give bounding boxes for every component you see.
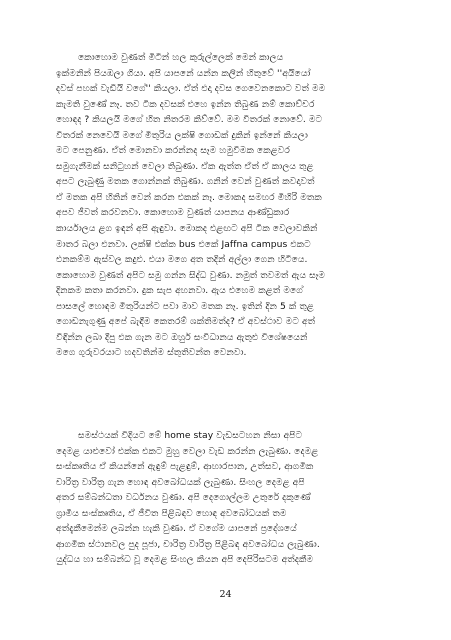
text-line: සමස්ථයක් විදියට මේ home stay වැඩසටහන නිසා අපිට (78, 430, 303, 441)
text-line: එනකම්ම ඇස්වල කදුළු. එයා මගෙ අත තදින් අල්ලා ගෙන හිටියෙ. (56, 254, 308, 266)
text-line: දවස් පහක් වැඩියි වගේ'' කියලා. ඒත් එදා දවස ගෙවෙනකොට වත් මම (56, 83, 326, 95)
text-line: කාර්යාලය ළග ඉඳන් අපි ඇඳුවා. මොකද එළඟට අපි ටික වෙලාවකින් (56, 223, 318, 235)
text-line: මාතර බලා එනවා. ලක්ෂි එක්ක bus එකේ Jaffna campus එකට (56, 238, 311, 250)
text-line: මගෙ ගුරුවරයාට හදවතින්ම ස්තුතිවන්ත වෙනවා. (56, 347, 247, 359)
text-line: මට පෙනුණා. ඒත් මොනවා කරන්නද සෑම හමුවීමක කෙළවර (56, 145, 291, 157)
text-line: අපට ලැබුණු මතක ගොන්නක් තිබුණා. ගනින් වෙන් වුණත් කවදාවත් (56, 176, 315, 188)
text-line: අපව ජීවත් කරවනවා. කොහොම වුණත් යාපනය ආණ්ඩුකාර (56, 207, 290, 219)
text-line: දෙමළ යාළුවෝ එක්ක එකට මුහු වෙලා වැඩ කරන්න ලැබුණා. දෙමළ (56, 445, 319, 457)
text-line: පාසලේ හොඳම මිතුරියන්ට පවා මාව මතක නෑ. ඉතින් දින 5 ක් තුළ (56, 300, 314, 312)
text-line: යුද්ධය හා සම්බන්ධ වූ දෙමළ සිංහල කියන අපි දෙපිරිසටම අත්දකීම (56, 554, 314, 566)
text-line: ග්‍රාමීය සංස්කෘතිය, ඒ ජීවිත පිළිබඳව හොඳ අවබෝධයක් තම (56, 507, 287, 519)
text-line: සංස්කෘතිය ඒ කියන්නේ ඇඳුම් පැළඳුම්, ආහාරපාන, උත්සව, ආගමික (56, 461, 314, 473)
paragraph-1 (56, 50, 395, 361)
text-line: ආගමික ස්ථානවල පුද පූජා, චාරිත්‍ර වාරිත්‍ර පිළිබඳ අවබෝධය ලැබුණා. (56, 538, 320, 550)
text-line: කැමති වුණේ නෑ. තව ටික දවසක් එහෙ ඉන්න තිබුණ නම් කොච්චර (56, 98, 315, 110)
text-line: ගොඩනැගුණු අපේ බැඳීම කෙතරම් ශක්තිමත්ද? ඒ අවස්ථාව මට අත් (56, 316, 316, 328)
text-line: අත්දැකීමෙන්ම ලබන්න හැකි වුණා. ඒ වගේම යාපනේ ප්‍රදේශයේ (56, 523, 297, 535)
text-line: විඳින්න ලබා දීපු එක ගැන මට ඔහුර් සංවිධානය ඇතුළු විශේෂයෙන් (56, 331, 308, 343)
text-line: කොහොම වුණත් මිටින් හල කුරුල්ලෙක් මෙන් කාලය (78, 52, 284, 63)
page-number: 24 (219, 589, 232, 600)
text-line: ඒ මතක අපි හිතින් වෙන් කරන එකක් නෑ. මොකද සමහර මිහිරි මතක (56, 191, 322, 203)
text-line: සමුගැනීමක් සනිටුහන් වෙලා තිබුණා. ඒක ඇත්ත ඒත් ඒ කාලය තුළ (56, 160, 314, 172)
text-line: ඉක්මනින් පියඹලා ගියා. අපි යාපනේ යන්න කලින් හිතුවේ ''අයියෝ (56, 67, 311, 79)
paragraph-2 (56, 428, 395, 568)
text-line: කොහොම වුණත් අපිට සමු ගන්න සිද්ධ වුණා. නමුත් තවමත් ඇය සෑම (56, 269, 326, 281)
text-line: දිනකම කතා කරනවා. දුක සැප අහනවා. ඇය එහෙම කළත් මගේ (56, 285, 303, 297)
text-line: හොඳද ? කියලයි මගේ හිත නිතරම කිව්වේ. මම විතරක් නොවේ. මට (56, 114, 323, 126)
text-line: අතර සම්බන්ධතා වර්ධනය වුණා. අපි දෙගොල්ලම උතුරේ දකුණේ (56, 492, 311, 504)
text-line: විතරක් නෙවෙයි මගේ මිතුරිය ලක්ෂි ගොඩක් දුකින් ඉන්නේ කියලා (56, 129, 308, 141)
text-line: චාරිත්‍ර වාරිත්‍ර ගැන හොඳ අවබෝධයක් ලැබුණා. සිංහල දෙමළ අපි (56, 476, 305, 488)
